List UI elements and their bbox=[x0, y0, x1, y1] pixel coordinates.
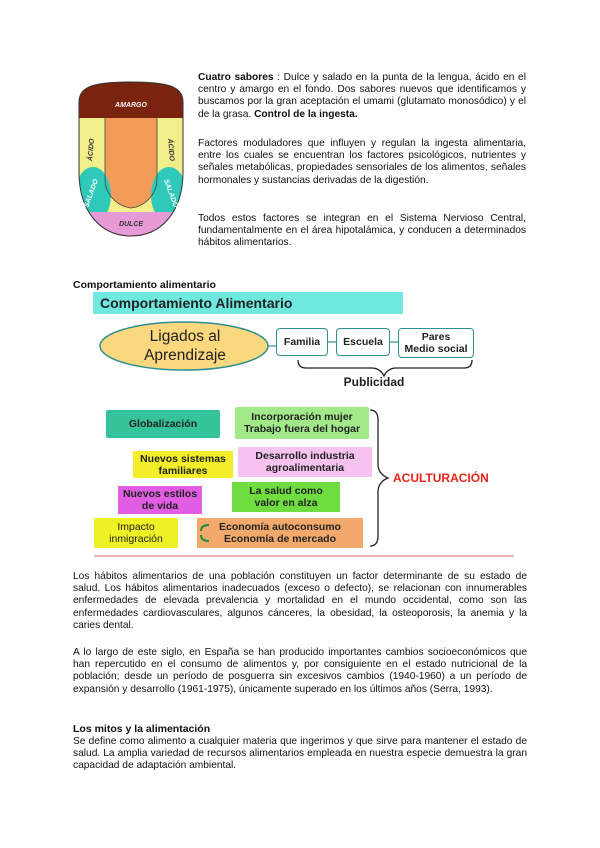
economia-arrows-icon bbox=[199, 521, 211, 545]
salud-box bbox=[232, 482, 340, 512]
escuela-box: Escuela bbox=[336, 328, 390, 356]
impacto-line-1: Impacto bbox=[117, 521, 155, 533]
nuevos-estilos-line-1: Nuevos estilos bbox=[122, 488, 198, 500]
intro-paragraph-2: Factores moduladores que influyen y regulan la ingesta alimentaria, entre los cuales se encuentran los factores psicológicos, nutrientes y señales metabólicas, propiedades sensoriales de los alimentos, señales hormonales y sustancias derivadas de la digestión. bbox=[198, 138, 526, 186]
economia-line-1: Economía autoconsumo bbox=[219, 521, 341, 533]
globalizacion-box: Globalización bbox=[106, 410, 220, 438]
ellipse-line-1: Ligados al bbox=[149, 328, 221, 345]
impacto-box bbox=[94, 518, 178, 548]
ellipse-label bbox=[110, 326, 260, 366]
tongue-label-acido-left: ÁCIDO bbox=[87, 138, 96, 162]
intro-paragraph-3: Todos estos factores se integran en el Sistema Nervioso Central, fundamentalmente en el área hipotalámica, y conducen a determinados hábitos alimentarios. bbox=[198, 213, 526, 249]
body-paragraph-2: A lo largo de este siglo, en España se han producido importantes cambios socioeconómicos que han repercutido en el consumo de alimentos y, por consiguiente en el estado nutricional de la población; desde un período de posguerra sin excesivos cambios (1940-1960) a un período de expansión y desarrollo (1961-1975), únicamente superado en los últimos años (Serra, 1993). bbox=[73, 647, 527, 695]
nuevos-sistemas-line-1: Nuevos sistemas bbox=[140, 452, 226, 465]
nuevos-estilos-box bbox=[118, 486, 202, 514]
tongue-label-acido-right: ÁCIDO bbox=[166, 138, 175, 162]
tongue-label-dulce: DULCE bbox=[118, 221, 144, 228]
publicidad-label: Publicidad bbox=[343, 375, 405, 389]
nuevos-sistemas-box bbox=[133, 451, 233, 478]
aculturacion-label: ACULTURACIÓN bbox=[393, 471, 489, 485]
familia-box: Familia bbox=[276, 328, 328, 356]
aculturacion-brace bbox=[370, 410, 388, 546]
desarrollo-line-1: Desarrollo industria bbox=[255, 450, 355, 462]
intro-tail: Control de la ingesta. bbox=[254, 108, 358, 120]
salud-line-1: La salud como bbox=[249, 485, 323, 497]
impacto-line-2: inmigración bbox=[109, 533, 163, 545]
body-paragraph-1: Los hábitos alimentarios de una población constituyen un factor determinante de su estado de salud. Los hábitos alimentarios inadecuados (exceso o defecto), se relacionan con innumerables enfermedades de elevada prevalencia y mortalidad en el mundo occidental, como son las enfermedades cardiovasculares, algunos cánceres, la obesidad, la osteoporosis, la anemia y la caries dental. bbox=[73, 571, 527, 631]
salud-line-2: valor en alza bbox=[254, 497, 318, 509]
incorporacion-line-1: Incorporación mujer bbox=[251, 411, 353, 423]
incorporacion-box bbox=[235, 407, 369, 439]
incorporacion-line-2: Trabajo fuera del hogar bbox=[243, 423, 361, 435]
nuevos-sistemas-line-2: familiares bbox=[158, 464, 208, 477]
desarrollo-box bbox=[238, 447, 372, 477]
pares-line-2: Medio social bbox=[404, 343, 468, 355]
economia-box bbox=[197, 518, 363, 548]
ellipse-line-2: Aprendizaje bbox=[144, 347, 226, 364]
economia-line-2: Economía de mercado bbox=[223, 533, 337, 545]
tongue-label-salado-left: SALADO bbox=[83, 178, 100, 209]
nuevos-estilos-line-2: de vida bbox=[141, 500, 179, 512]
pares-line-1: Pares bbox=[421, 331, 451, 343]
tongue-label-salado-right: SALADO bbox=[162, 178, 179, 209]
diagram-title: Comportamiento Alimentario bbox=[100, 295, 293, 311]
body-paragraph-3: Se define como alimento a cualquier materia que ingerimos y que sirve para mantener el estado de salud. La amplia variedad de recursos alimentarios empleada en nuestra especie demuestra la gran capacidad de adaptación ambiental. bbox=[73, 736, 527, 772]
pares-box bbox=[398, 328, 474, 358]
intro-lead: Cuatro sabores bbox=[198, 72, 274, 83]
intro-body: : Dulce y salado en la punta de la lengua, ácido en el centro y amargo en el fondo. Dos sabores nuevos que identificamos y buscamos por la gran aceptación el umami (glutamato monosódico) y el de la grasa. bbox=[198, 72, 526, 120]
tongue-label-amargo: AMARGO bbox=[115, 102, 147, 109]
section-heading-mitos: Los mitos y la alimentación bbox=[73, 723, 211, 735]
desarrollo-line-2: agroalimentaria bbox=[265, 462, 345, 474]
section-heading-comportamiento: Comportamiento alimentario bbox=[73, 279, 216, 291]
